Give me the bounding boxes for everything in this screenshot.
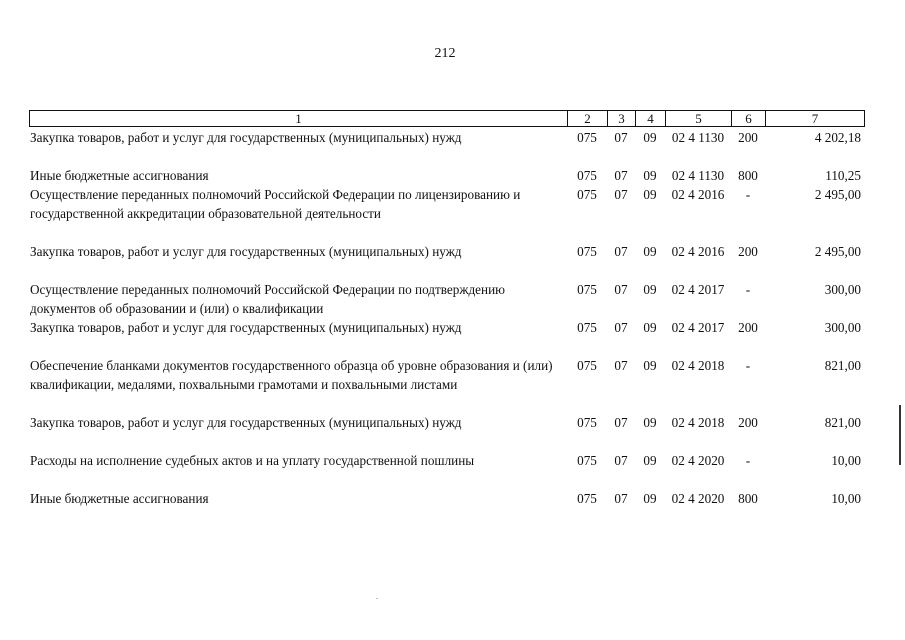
row-code-expense-type: - — [745, 187, 751, 202]
row-code-ministry: 075 — [577, 320, 597, 335]
row-amount: 821,00 — [824, 358, 861, 373]
row-code-section: 07 — [614, 168, 628, 183]
row-description: Закупка товаров, работ и услуг для государственных (муниципальных) нужд — [30, 244, 462, 259]
table-row — [29, 356, 862, 394]
row-amount: 300,00 — [824, 282, 861, 297]
row-code-target: 02 4 2018 — [671, 415, 725, 430]
row-code-subsection: 09 — [643, 415, 657, 430]
header-col-5: 5 — [666, 111, 732, 126]
row-code-target: 02 4 2018 — [671, 358, 725, 373]
row-code-ministry: 075 — [577, 491, 597, 506]
row-code-section: 07 — [614, 358, 628, 373]
row-amount: 110,25 — [825, 168, 861, 183]
header-col-2: 2 — [568, 111, 608, 126]
table-row — [29, 413, 862, 432]
row-code-section: 07 — [614, 453, 628, 468]
row-code-section: 07 — [614, 415, 628, 430]
row-code-expense-type: 200 — [738, 415, 758, 430]
row-amount: 2 495,00 — [814, 244, 861, 259]
scan-speck — [376, 598, 378, 599]
row-code-section: 07 — [614, 130, 628, 145]
header-col-3: 3 — [608, 111, 636, 126]
table-row — [29, 166, 862, 185]
row-code-target: 02 4 2020 — [671, 453, 725, 468]
row-code-subsection: 09 — [643, 358, 657, 373]
row-code-section: 07 — [614, 491, 628, 506]
row-code-ministry: 075 — [577, 415, 597, 430]
row-code-expense-type: 200 — [738, 244, 758, 259]
row-code-subsection: 09 — [643, 244, 657, 259]
row-code-subsection: 09 — [643, 130, 657, 145]
row-code-target: 02 4 2017 — [671, 320, 725, 335]
row-amount: 821,00 — [824, 415, 861, 430]
table-row — [29, 280, 862, 318]
row-description: Расходы на исполнение судебных актов и на уплату государственной пошлины — [30, 453, 475, 468]
row-code-ministry: 075 — [577, 453, 597, 468]
row-code-ministry: 075 — [577, 130, 597, 145]
row-code-target: 02 4 2017 — [671, 282, 725, 297]
row-code-ministry: 075 — [577, 168, 597, 183]
row-description: Осуществление переданных полномочий Российской Федерации по лицензированию и государственной аккредитации образовательной деятельности — [30, 187, 521, 221]
row-code-expense-type: 200 — [738, 320, 758, 335]
table-row — [29, 318, 862, 337]
table-row — [29, 185, 862, 223]
table-row — [29, 489, 862, 508]
row-code-target: 02 4 2016 — [671, 187, 725, 202]
header-col-6: 6 — [732, 111, 766, 126]
row-amount: 4 202,18 — [814, 130, 861, 145]
row-code-ministry: 075 — [577, 358, 597, 373]
row-code-section: 07 — [614, 187, 628, 202]
row-code-expense-type: - — [745, 282, 751, 297]
row-description: Закупка товаров, работ и услуг для государственных (муниципальных) нужд — [30, 415, 462, 430]
row-code-ministry: 075 — [577, 282, 597, 297]
table-row — [29, 128, 862, 147]
row-amount: 300,00 — [824, 320, 861, 335]
row-code-target: 02 4 1130 — [671, 168, 725, 183]
row-code-section: 07 — [614, 244, 628, 259]
row-code-target: 02 4 2016 — [671, 244, 725, 259]
table-header — [29, 110, 865, 127]
table-row — [29, 242, 862, 261]
row-description: Иные бюджетные ассигнования — [30, 491, 209, 506]
row-description: Закупка товаров, работ и услуг для государственных (муниципальных) нужд — [30, 320, 462, 335]
row-amount: 10,00 — [831, 491, 861, 506]
row-code-subsection: 09 — [643, 453, 657, 468]
row-code-ministry: 075 — [577, 187, 597, 202]
row-code-expense-type: - — [745, 358, 751, 373]
page-number: 212 — [434, 46, 456, 61]
row-amount: 10,00 — [831, 453, 861, 468]
row-code-target: 02 4 2020 — [671, 491, 725, 506]
row-code-subsection: 09 — [643, 491, 657, 506]
row-amount: 2 495,00 — [814, 187, 861, 202]
row-code-expense-type: - — [745, 453, 751, 468]
row-code-expense-type: 800 — [738, 491, 758, 506]
header-col-4: 4 — [636, 111, 666, 126]
header-col-1: 1 — [30, 111, 568, 126]
row-code-section: 07 — [614, 282, 628, 297]
row-code-subsection: 09 — [643, 168, 657, 183]
row-description: Иные бюджетные ассигнования — [30, 168, 209, 183]
row-code-section: 07 — [614, 320, 628, 335]
row-code-expense-type: 200 — [738, 130, 758, 145]
row-description: Закупка товаров, работ и услуг для государственных (муниципальных) нужд — [30, 130, 462, 145]
table-row — [29, 451, 862, 470]
row-code-subsection: 09 — [643, 320, 657, 335]
row-description: Осуществление переданных полномочий Российской Федерации по подтверждению документов об образовании и (или) о квалификации — [30, 282, 506, 316]
row-code-subsection: 09 — [643, 187, 657, 202]
row-code-subsection: 09 — [643, 282, 657, 297]
row-code-ministry: 075 — [577, 244, 597, 259]
scan-edge-mark — [899, 405, 901, 465]
row-description: Обеспечение бланками документов государственного образца об уровне образования и (или) квалификации, медалями, похвальными грамотами и похвальными листами — [30, 358, 553, 392]
header-col-7: 7 — [811, 111, 819, 126]
row-code-expense-type: 800 — [738, 168, 758, 183]
row-code-target: 02 4 1130 — [671, 130, 725, 145]
